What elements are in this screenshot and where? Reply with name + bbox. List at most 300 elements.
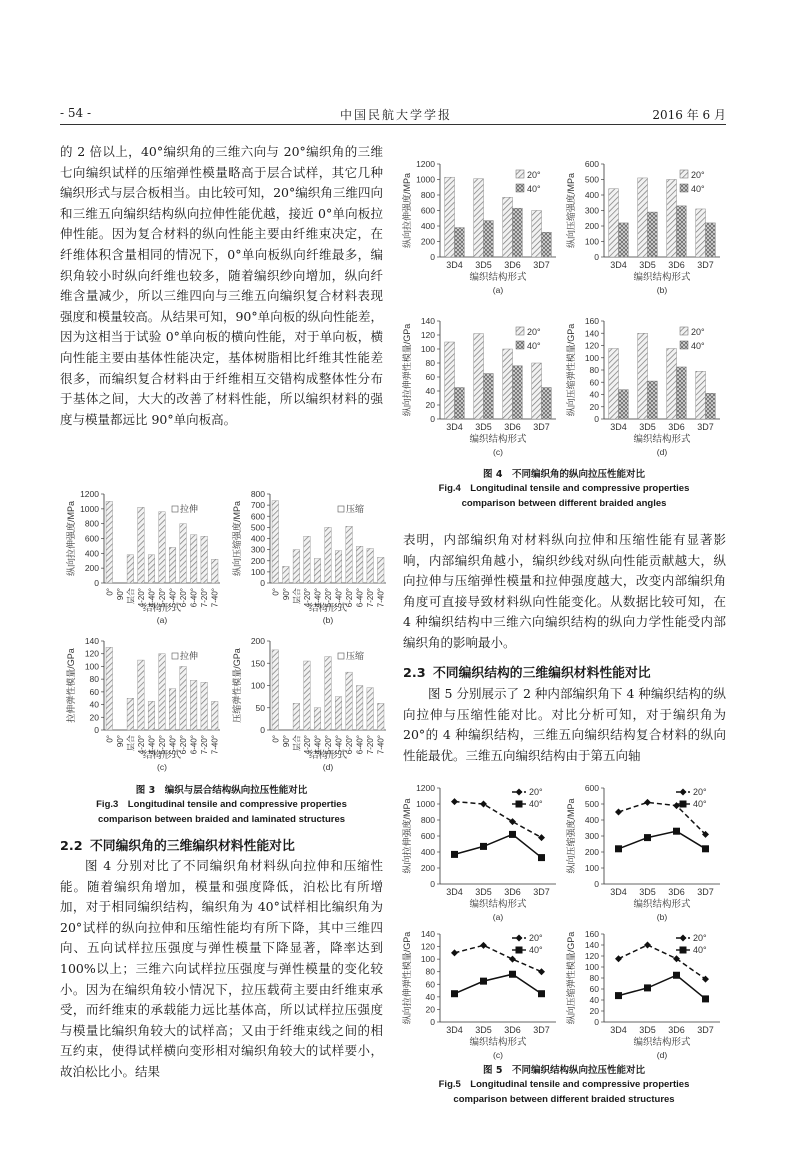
- bar: [304, 661, 311, 730]
- legend-label: 40°: [529, 945, 543, 955]
- panel-label: (c): [493, 447, 503, 457]
- data-point: [480, 978, 487, 985]
- y-tick-label: 400: [584, 190, 599, 200]
- legend-swatch: [172, 506, 178, 512]
- y-tick-label: 300: [584, 831, 599, 841]
- y-tick-label: 20: [425, 400, 435, 410]
- x-tick-label: 7-20°: [366, 735, 376, 755]
- x-tick-label: 3D6: [668, 422, 685, 432]
- series-line-1: [619, 831, 706, 849]
- bar-0: [445, 342, 455, 419]
- y-tick-label: 60: [425, 979, 435, 990]
- bar-0: [609, 189, 619, 257]
- x-tick-label: 7-40°: [376, 588, 386, 608]
- x-tick-label: 5-20°: [158, 588, 167, 608]
- bar: [325, 657, 332, 730]
- bar: [211, 701, 218, 730]
- x-tick-label: 3D4: [610, 422, 627, 432]
- bar: [180, 666, 187, 730]
- bar: [127, 555, 134, 583]
- y-tick-label: 600: [584, 159, 599, 169]
- x-axis-label: 结构形式: [308, 750, 348, 761]
- x-axis-label: 编织结构形式: [633, 434, 691, 445]
- legend: [338, 650, 364, 661]
- y-tick-label: 120: [420, 330, 435, 340]
- legend-marker: [516, 789, 523, 796]
- y-tick-label: 100: [250, 680, 265, 691]
- legend-marker: [680, 935, 687, 942]
- y-tick-label: 200: [420, 236, 435, 247]
- y-tick-label: 20: [425, 1004, 435, 1015]
- bar: [159, 654, 166, 730]
- y-tick-label: 600: [250, 511, 265, 522]
- legend-label: 20°: [529, 933, 543, 943]
- legend-label: 拉伸: [180, 504, 199, 514]
- bar-0: [474, 334, 484, 419]
- legend-label: 压缩: [346, 651, 365, 661]
- y-tick-label: 20: [589, 1006, 599, 1016]
- bar: [201, 682, 208, 730]
- bar-0: [667, 180, 677, 258]
- legend-swatch: [680, 341, 688, 349]
- legend-label: 20°: [693, 933, 707, 943]
- section-number: 2.2: [60, 839, 83, 854]
- y-axis-label: 纵向拉伸弹性模量/GPa: [402, 931, 412, 1025]
- y-tick-label: 40: [89, 699, 99, 710]
- x-tick-label: 90°: [115, 588, 125, 601]
- y-tick-label: 100: [250, 566, 265, 577]
- y-axis-label: 拉伸弹性模量/GPa: [66, 648, 76, 723]
- bar: [138, 507, 145, 583]
- x-tick-label: 4-40°: [147, 588, 157, 608]
- x-tick-label: 0°: [271, 588, 281, 596]
- data-point: [644, 834, 651, 841]
- x-tick-label: 5-40°: [168, 588, 178, 608]
- y-tick-label: 100: [420, 954, 435, 965]
- y-tick-label: 1000: [416, 799, 435, 809]
- legend-label: 20°: [693, 787, 707, 797]
- bar-1: [706, 223, 716, 257]
- left-paragraph-2: 图 4 分别对比了不同编织角材料纵向拉伸和压缩性能。随着编织角增加，模量和强度降低，泊松比有所增加，对于相同编织结构，编织角为 40°试样相比编织角为 20°试样的纵向拉伸和压缩性能均有所下降，其中三维四向、五向试样拉压强度与弹性模量下降显著，降率达到 100%以上；三维六向试样拉压强度与弹性模量的变化较小。因为在编织角较小情况下，拉压载荷主要由纤维束承受，而纤维束的承载能力远比基体高，所以试样拉压强度与模量比编织角较大的试样高；又由于纤维束线之间的相互约束，使得试样横向变形相对编织角较大的试样要小，故泊松比小。结果: [60, 858, 383, 1079]
- data-point: [673, 972, 680, 979]
- panel-label: (a): [156, 615, 168, 625]
- legend-label: 40°: [691, 184, 705, 194]
- x-tick-label: 6-40°: [189, 735, 199, 755]
- bar-0: [503, 349, 513, 419]
- y-tick-label: 40: [589, 389, 599, 400]
- x-tick-label: 6-20°: [179, 735, 189, 755]
- panel-label: (b): [322, 615, 334, 625]
- legend-item: [516, 184, 541, 194]
- y-tick-label: 600: [584, 783, 599, 793]
- y-tick-label: 80: [589, 973, 599, 983]
- y-tick-label: 140: [420, 929, 435, 939]
- y-tick-label: 300: [584, 205, 599, 216]
- y-tick-label: 300: [250, 544, 265, 555]
- y-tick-label: 60: [425, 372, 435, 382]
- data-point: [480, 801, 487, 808]
- fig5d-chart: [566, 928, 726, 1058]
- x-tick-label: 5-40°: [334, 588, 344, 608]
- y-tick-label: 1200: [80, 489, 99, 499]
- bar-0: [474, 179, 484, 257]
- x-tick-label: 4-20°: [136, 735, 146, 755]
- x-tick-label: 3D6: [668, 887, 685, 897]
- x-tick-label: 6-40°: [355, 588, 365, 608]
- bar-1: [542, 232, 552, 257]
- section-number: 2.3: [403, 666, 426, 681]
- x-tick-label: 层合: [126, 588, 136, 604]
- data-point: [644, 799, 651, 806]
- x-tick-label: 3D6: [504, 260, 521, 270]
- legend-label: 压缩: [346, 504, 365, 514]
- bar-0: [638, 178, 648, 257]
- x-tick-label: 3D5: [475, 1025, 492, 1035]
- x-axis-label: 编织结构形式: [469, 1037, 527, 1048]
- y-tick-label: 600: [420, 831, 435, 841]
- x-tick-label: 3D5: [475, 422, 492, 432]
- bar-0: [696, 371, 706, 419]
- bar-1: [648, 381, 658, 419]
- bar: [211, 559, 218, 583]
- panel-label: (c): [157, 762, 167, 772]
- bar: [272, 650, 279, 730]
- x-tick-label: 6-40°: [189, 588, 199, 608]
- legend-item: [676, 787, 707, 797]
- fig5c-chart: [402, 928, 562, 1058]
- y-tick-label: 800: [420, 190, 435, 200]
- legend-label: 20°: [529, 787, 543, 797]
- legend-item: [512, 799, 543, 809]
- legend-item: [676, 945, 707, 955]
- fig3-caption-en-2: comparison between braided and laminated structures: [97, 814, 346, 825]
- y-axis-label: 纵向压缩强度/MPa: [566, 798, 576, 874]
- legend-swatch: [172, 653, 178, 659]
- y-tick-label: 160: [584, 929, 599, 939]
- legend-swatch: [680, 170, 688, 178]
- y-tick-label: 40: [589, 995, 599, 1005]
- legend-label: 40°: [693, 945, 707, 955]
- legend-label: 40°: [529, 799, 543, 809]
- bar-0: [638, 333, 648, 419]
- y-axis-label: 纵向压缩弹性模量/GPa: [566, 323, 576, 417]
- data-point: [538, 968, 545, 975]
- bar: [106, 647, 113, 730]
- bar: [335, 551, 342, 583]
- y-tick-label: 0: [94, 725, 99, 735]
- y-tick-label: 140: [584, 940, 599, 950]
- y-tick-label: 100: [584, 352, 599, 363]
- bar-1: [619, 223, 629, 257]
- legend-marker: [516, 801, 523, 808]
- legend-item: [516, 327, 541, 337]
- bar: [293, 703, 300, 730]
- fig3c-chart: [66, 635, 226, 770]
- bar: [201, 536, 208, 583]
- fig5a-chart: [402, 782, 562, 920]
- x-tick-label: 7-40°: [210, 588, 220, 608]
- header-rule: [60, 124, 726, 125]
- y-tick-label: 200: [584, 847, 599, 857]
- y-tick-label: 800: [250, 489, 265, 499]
- bar: [346, 526, 353, 583]
- x-axis-label: 编织结构形式: [469, 434, 527, 445]
- x-tick-label: 5-20°: [324, 588, 333, 608]
- y-tick-label: 500: [584, 799, 599, 809]
- x-tick-label: 层合: [126, 735, 136, 751]
- y-tick-label: 140: [420, 316, 435, 326]
- x-tick-label: 7-20°: [200, 735, 210, 755]
- y-tick-label: 500: [250, 522, 265, 533]
- legend: [338, 503, 364, 514]
- panel-label: (a): [492, 285, 504, 295]
- y-tick-label: 80: [589, 365, 599, 375]
- fig3a-chart: [66, 488, 226, 623]
- bar-0: [532, 211, 542, 258]
- legend-marker: [680, 801, 687, 808]
- bar-0: [696, 209, 706, 257]
- x-axis-label: 编织结构形式: [469, 899, 527, 910]
- x-tick-label: 3D4: [446, 887, 463, 897]
- y-tick-label: 120: [584, 951, 599, 961]
- series-line-1: [455, 974, 542, 993]
- legend-item: [680, 327, 705, 337]
- y-tick-label: 120: [84, 648, 99, 659]
- data-point: [644, 942, 651, 949]
- legend-item: [676, 933, 707, 943]
- legend-item: [512, 945, 543, 955]
- x-tick-label: 3D6: [504, 887, 521, 897]
- fig4b-chart: [566, 158, 726, 293]
- x-tick-label: 5-20°: [324, 735, 333, 755]
- x-tick-label: 3D7: [697, 1025, 714, 1035]
- y-tick-label: 80: [425, 358, 435, 368]
- y-tick-label: 400: [420, 847, 435, 857]
- bar-1: [455, 228, 465, 257]
- data-point: [451, 798, 458, 805]
- y-tick-label: 0: [430, 1017, 435, 1027]
- fig4-caption-zh: 图 4 不同编织角的纵向拉压性能对比: [483, 469, 645, 480]
- fig3b-chart: [232, 488, 392, 623]
- bar-0: [445, 177, 455, 257]
- y-tick-label: 120: [420, 941, 435, 952]
- data-point: [702, 845, 709, 852]
- legend-swatch: [516, 341, 524, 349]
- fig4c-chart: [402, 315, 562, 455]
- x-tick-label: 7-20°: [366, 588, 376, 608]
- x-tick-label: 3D7: [697, 260, 714, 270]
- bar: [367, 688, 374, 730]
- legend-item: [516, 341, 541, 351]
- y-axis-label: 纵向压缩弹性模量/GPa: [566, 931, 576, 1025]
- x-tick-label: 3D7: [533, 887, 550, 897]
- x-tick-label: 0°: [105, 588, 115, 596]
- y-tick-label: 1200: [416, 159, 435, 169]
- bar: [169, 689, 176, 730]
- legend-swatch: [516, 184, 524, 192]
- legend-label: 40°: [691, 341, 705, 351]
- journal-title: 中国民航大学学报: [340, 108, 453, 122]
- bar: [335, 697, 342, 730]
- x-tick-label: 3D5: [475, 887, 492, 897]
- right-paragraph-2: 图 5 分别展示了 2 种内部编织角下 4 种编织结构的纵向拉伸与压缩性能对比。对比分析可知，对于编织角为 20°的 4 种编织结构，三维五向编织结构复合材料的纵向性能最优。三维五向编织结构由于第五向轴: [403, 686, 726, 763]
- x-tick-label: 7-40°: [376, 735, 386, 755]
- bar: [377, 557, 384, 583]
- legend-marker: [680, 947, 687, 954]
- y-tick-label: 0: [94, 578, 99, 588]
- y-tick-label: 600: [420, 205, 435, 216]
- x-tick-label: 0°: [271, 735, 281, 743]
- data-point: [480, 942, 487, 949]
- y-tick-label: 20: [89, 712, 99, 723]
- y-tick-label: 500: [584, 174, 599, 185]
- y-tick-label: 60: [589, 984, 599, 994]
- bar-1: [513, 366, 523, 419]
- bar: [356, 546, 363, 583]
- legend-label: 20°: [527, 170, 541, 180]
- bar-1: [706, 393, 716, 419]
- bar: [304, 536, 311, 583]
- y-tick-label: 200: [584, 221, 599, 231]
- legend-swatch: [680, 327, 688, 335]
- legend-item: [680, 184, 705, 194]
- legend-item: [680, 170, 705, 180]
- fig5-caption-en-2: comparison between different braided structures: [453, 1094, 675, 1105]
- data-point: [509, 956, 516, 963]
- fig3-caption-zh: 图 3 编织与层合结构纵向拉压性能对比: [135, 785, 308, 796]
- x-tick-label: 5-20°: [158, 735, 167, 755]
- x-tick-label: 3D4: [446, 260, 463, 270]
- legend-swatch: [516, 327, 524, 335]
- legend: [172, 650, 198, 661]
- section-title: 不同编织结构的三维编织材料性能对比: [433, 666, 651, 681]
- panel-label: (b): [656, 285, 668, 295]
- bar: [377, 703, 384, 730]
- y-tick-label: 60: [589, 377, 599, 388]
- legend-marker: [680, 789, 687, 796]
- x-axis-label: 结构形式: [308, 603, 348, 614]
- y-tick-label: 800: [420, 815, 435, 825]
- bar: [314, 559, 321, 583]
- bar: [138, 660, 145, 730]
- y-tick-label: 20: [589, 401, 599, 412]
- x-tick-label: 90°: [115, 735, 125, 748]
- y-tick-label: 0: [430, 879, 435, 889]
- y-tick-label: 100: [584, 962, 599, 972]
- x-tick-label: 90°: [281, 735, 291, 748]
- panel-label: (d): [656, 1050, 668, 1060]
- section-2-2-heading: [60, 835, 295, 854]
- x-tick-label: 3D5: [639, 260, 656, 270]
- y-axis-label: 压缩弹性模量/GPa: [232, 648, 242, 723]
- y-tick-label: 150: [250, 658, 265, 669]
- y-axis-label: 纵向拉伸弹性模量/GPa: [402, 323, 412, 417]
- x-tick-label: 90°: [281, 588, 291, 601]
- legend-item: [512, 787, 543, 797]
- x-axis-label: 编织结构形式: [633, 899, 691, 910]
- y-tick-label: 700: [250, 500, 265, 511]
- x-tick-label: 3D5: [639, 887, 656, 897]
- fig3d-chart: [232, 635, 392, 770]
- legend-marker: [516, 947, 523, 954]
- y-axis-label: 纵向压缩强度/MPa: [566, 172, 576, 249]
- bar: [169, 547, 176, 583]
- panel-label: (a): [492, 912, 504, 922]
- legend-marker: [516, 935, 523, 942]
- data-point: [480, 843, 487, 850]
- y-tick-label: 140: [584, 328, 599, 339]
- legend-label: 40°: [527, 184, 541, 194]
- bar-1: [484, 374, 494, 420]
- y-tick-label: 100: [84, 661, 99, 672]
- bar: [148, 555, 155, 583]
- x-tick-label: 4-20°: [136, 588, 146, 608]
- x-tick-label: 3D7: [697, 422, 714, 432]
- y-tick-label: 80: [89, 674, 99, 685]
- x-tick-label: 3D7: [533, 422, 550, 432]
- bar: [314, 708, 321, 730]
- bar-0: [532, 363, 542, 419]
- legend-item: [676, 799, 707, 809]
- bar: [159, 512, 166, 583]
- x-tick-label: 3D7: [697, 887, 714, 897]
- data-point: [538, 854, 545, 861]
- y-tick-label: 50: [255, 702, 265, 713]
- fig5b-chart: [566, 782, 726, 920]
- y-tick-label: 200: [420, 863, 435, 873]
- x-tick-label: 7-40°: [210, 735, 220, 755]
- fig4-caption-en-1: Fig.4 Longitudinal tensile and compressive properties: [438, 483, 690, 494]
- x-tick-label: 4-40°: [313, 735, 323, 755]
- legend-label: 20°: [527, 327, 541, 337]
- bar-1: [513, 208, 523, 257]
- y-tick-label: 0: [430, 252, 435, 262]
- panel-label: (d): [322, 762, 334, 772]
- x-tick-label: 4-40°: [313, 588, 323, 608]
- fig3-caption-en-1: Fig.3 Longitudinal tensile and compressive properties: [96, 799, 347, 810]
- page-number: - 54 -: [60, 106, 92, 120]
- bar-1: [484, 221, 494, 257]
- y-tick-label: 1000: [416, 174, 435, 185]
- y-tick-label: 400: [84, 548, 99, 559]
- bar: [272, 501, 279, 583]
- x-tick-label: 3D6: [668, 1025, 685, 1035]
- series-line-1: [619, 975, 706, 999]
- data-point: [615, 992, 622, 999]
- data-point: [673, 828, 680, 835]
- bar: [127, 698, 134, 730]
- x-tick-label: 5-40°: [334, 735, 344, 755]
- legend-item: [680, 341, 705, 351]
- bar-0: [609, 349, 619, 419]
- data-point: [451, 990, 458, 997]
- legend-swatch: [680, 184, 688, 192]
- y-tick-label: 0: [594, 879, 599, 889]
- fig5-caption-en-1: Fig.5 Longitudinal tensile and compressive properties: [438, 1079, 690, 1090]
- y-tick-label: 400: [420, 221, 435, 231]
- section-title: 不同编织角的三维编织材料性能对比: [90, 839, 295, 854]
- data-point: [451, 949, 458, 956]
- y-tick-label: 1200: [416, 783, 435, 793]
- legend-swatch: [516, 170, 524, 178]
- x-tick-label: 3D6: [504, 422, 521, 432]
- x-tick-label: 6-40°: [355, 735, 365, 755]
- y-tick-label: 0: [594, 1017, 599, 1027]
- issue-date: 2016 年 6 月: [652, 108, 726, 122]
- data-point: [451, 851, 458, 858]
- y-axis-label: 纵向拉伸强度/MPa: [402, 172, 412, 249]
- bar: [293, 550, 300, 583]
